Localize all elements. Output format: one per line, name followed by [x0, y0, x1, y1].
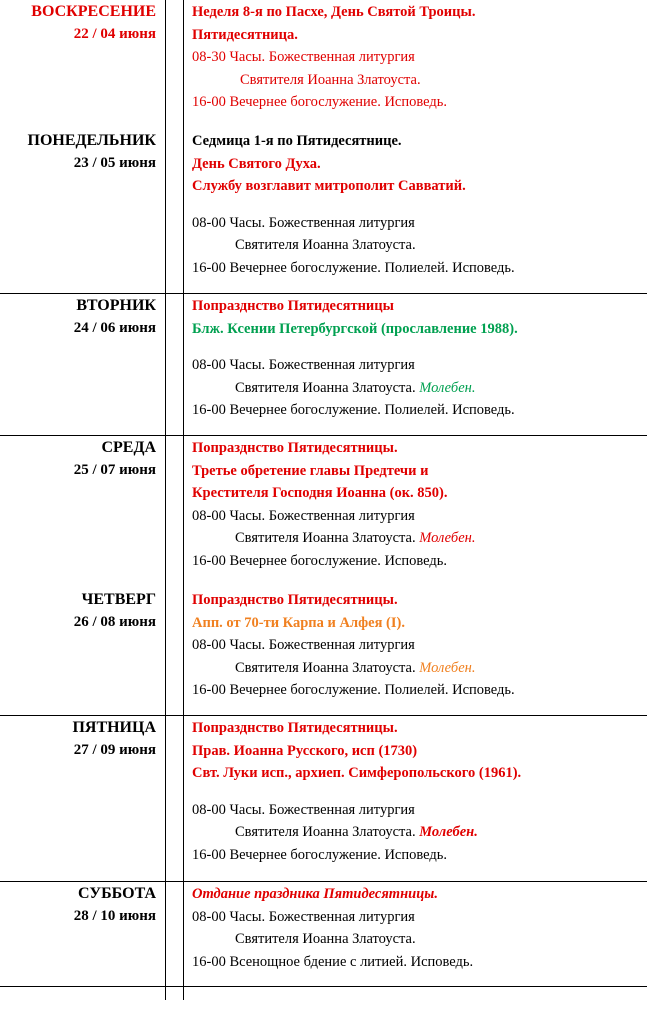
feast-title: Отдание праздника Пятидесятницы. [192, 886, 438, 902]
announcement: Службу возглавит митрополит Савватий. [192, 178, 466, 194]
day-name: СУББОТА [77, 885, 156, 902]
service-line: 16-00 Вечернее богослужение. Исповедь. [192, 846, 447, 863]
day-date: 25 / 07 июня [73, 462, 156, 478]
feast-title: Пятидесятница. [192, 26, 298, 43]
day-label-saturday [74, 883, 156, 927]
day-entries-wednesday [192, 437, 642, 572]
day-label-thursday [74, 589, 156, 633]
day-entries-monday [192, 130, 642, 279]
day-name: ПЯТНИЦА [72, 719, 156, 736]
service-line: 08-30 Часы. Божественная литургия [192, 49, 415, 65]
day-date: 23 / 05 июня [73, 155, 156, 171]
day-name: ПОНЕДЕЛЬНИК [27, 132, 156, 149]
service-line: 08-00 Часы. Божественная литургия [192, 801, 415, 818]
service-line: Святителя Иоанна Златоуста. [235, 931, 416, 947]
service-line: Святителя Иоанна Златоуста. [235, 237, 416, 253]
row-divider [0, 881, 647, 882]
feast-title: Крестителя Господня Иоанна (ок. 850). [192, 485, 448, 501]
day-name: ВТОРНИК [76, 297, 156, 314]
service-line: Святителя Иоанна Златоуста. Молебен. [235, 659, 476, 676]
service-line: Святителя Иоанна Златоуста. Молебен. [235, 379, 476, 396]
service-line: 08-00 Часы. Божественная литургия [192, 214, 415, 231]
moleben-note: Молебен. [419, 379, 476, 396]
feast-title: День Святого Духа. [192, 155, 321, 172]
service-line: 08-00 Часы. Божественная литургия [192, 357, 415, 373]
moleben-note: Молебен. [419, 824, 478, 840]
day-date: 27 / 09 июня [73, 742, 156, 758]
service-line: Святителя Иоанна Златоуста. Молебен. [235, 530, 476, 546]
feast-title: Седмица 1-я по Пятидесятнице. [192, 133, 402, 149]
feast-title: Попразднство Пятидесятницы. [192, 440, 398, 456]
row-divider [0, 715, 647, 716]
feast-title: Третье обретение главы Предтечи и [192, 462, 429, 479]
service-line: 16-00 Вечернее богослужение. Полиелей. Исповедь. [192, 259, 515, 276]
service-line: Святителя Иоанна Златоуста. [240, 71, 421, 88]
day-date: 28 / 10 июня [73, 908, 156, 924]
service-line: 08-00 Часы. Божественная литургия [192, 637, 415, 653]
day-date: 24 / 06 июня [73, 320, 156, 336]
column-divider-left [165, 0, 166, 1000]
row-divider [0, 435, 647, 436]
row-divider [0, 293, 647, 294]
service-line: 08-00 Часы. Божественная литургия [192, 908, 415, 925]
day-entries-friday [192, 717, 642, 866]
row-divider [0, 986, 647, 987]
service-line: 16-00 Вечернее богослужение. Исповедь. [192, 552, 447, 569]
feast-title: Попразднство Пятидесятницы [192, 298, 394, 314]
feast-title: Попразднство Пятидесятницы. [192, 720, 398, 736]
service-line: 16-00 Вечернее богослужение. Полиелей. Исповедь. [192, 682, 515, 698]
day-entries-thursday [192, 589, 642, 702]
feast-title: Неделя 8-я по Пасхе, День Святой Троицы. [192, 4, 476, 20]
moleben-note: Молебен. [419, 659, 476, 676]
day-date: 26 / 08 июня [73, 614, 156, 630]
day-label-tuesday [74, 295, 156, 339]
day-name: ВОСКРЕСЕНИЕ [31, 3, 156, 20]
service-line: 16-00 Вечернее богослужение. Полиелей. Исповедь. [192, 402, 515, 418]
moleben-note: Молебен. [419, 530, 476, 546]
day-entries-tuesday [192, 295, 642, 422]
service-line: 16-00 Вечернее богослужение. Исповедь. [192, 94, 447, 110]
service-line: Святителя Иоанна Златоуста. Молебен. [235, 824, 478, 840]
day-entries-sunday [192, 1, 642, 114]
feast-title: Прав. Иоанна Русского, исп (1730) [192, 742, 418, 759]
feast-title: Попразднство Пятидесятницы. [192, 592, 398, 608]
column-divider-right [183, 0, 184, 1000]
day-date: 22 / 04 июня [73, 26, 156, 42]
service-line: 16-00 Всенощное бдение с литией. Исповедь. [192, 953, 474, 970]
day-label-friday [72, 717, 156, 761]
feast-title: Апп. от 70-ти Карпа и Алфея (I). [192, 614, 405, 631]
feast-title: Блж. Ксении Петербургской (прославление 1988). [192, 320, 518, 337]
day-name: ЧЕТВЕРГ [81, 591, 156, 608]
day-entries-saturday [192, 883, 642, 973]
service-line: 08-00 Часы. Божественная литургия [192, 507, 415, 524]
day-label-wednesday [74, 437, 156, 481]
day-label-sunday [31, 1, 156, 45]
day-label-monday [28, 130, 156, 174]
feast-title: Свт. Луки исп., архиеп. Симферопольского (1961). [192, 765, 522, 781]
day-name: СРЕДА [101, 439, 156, 456]
